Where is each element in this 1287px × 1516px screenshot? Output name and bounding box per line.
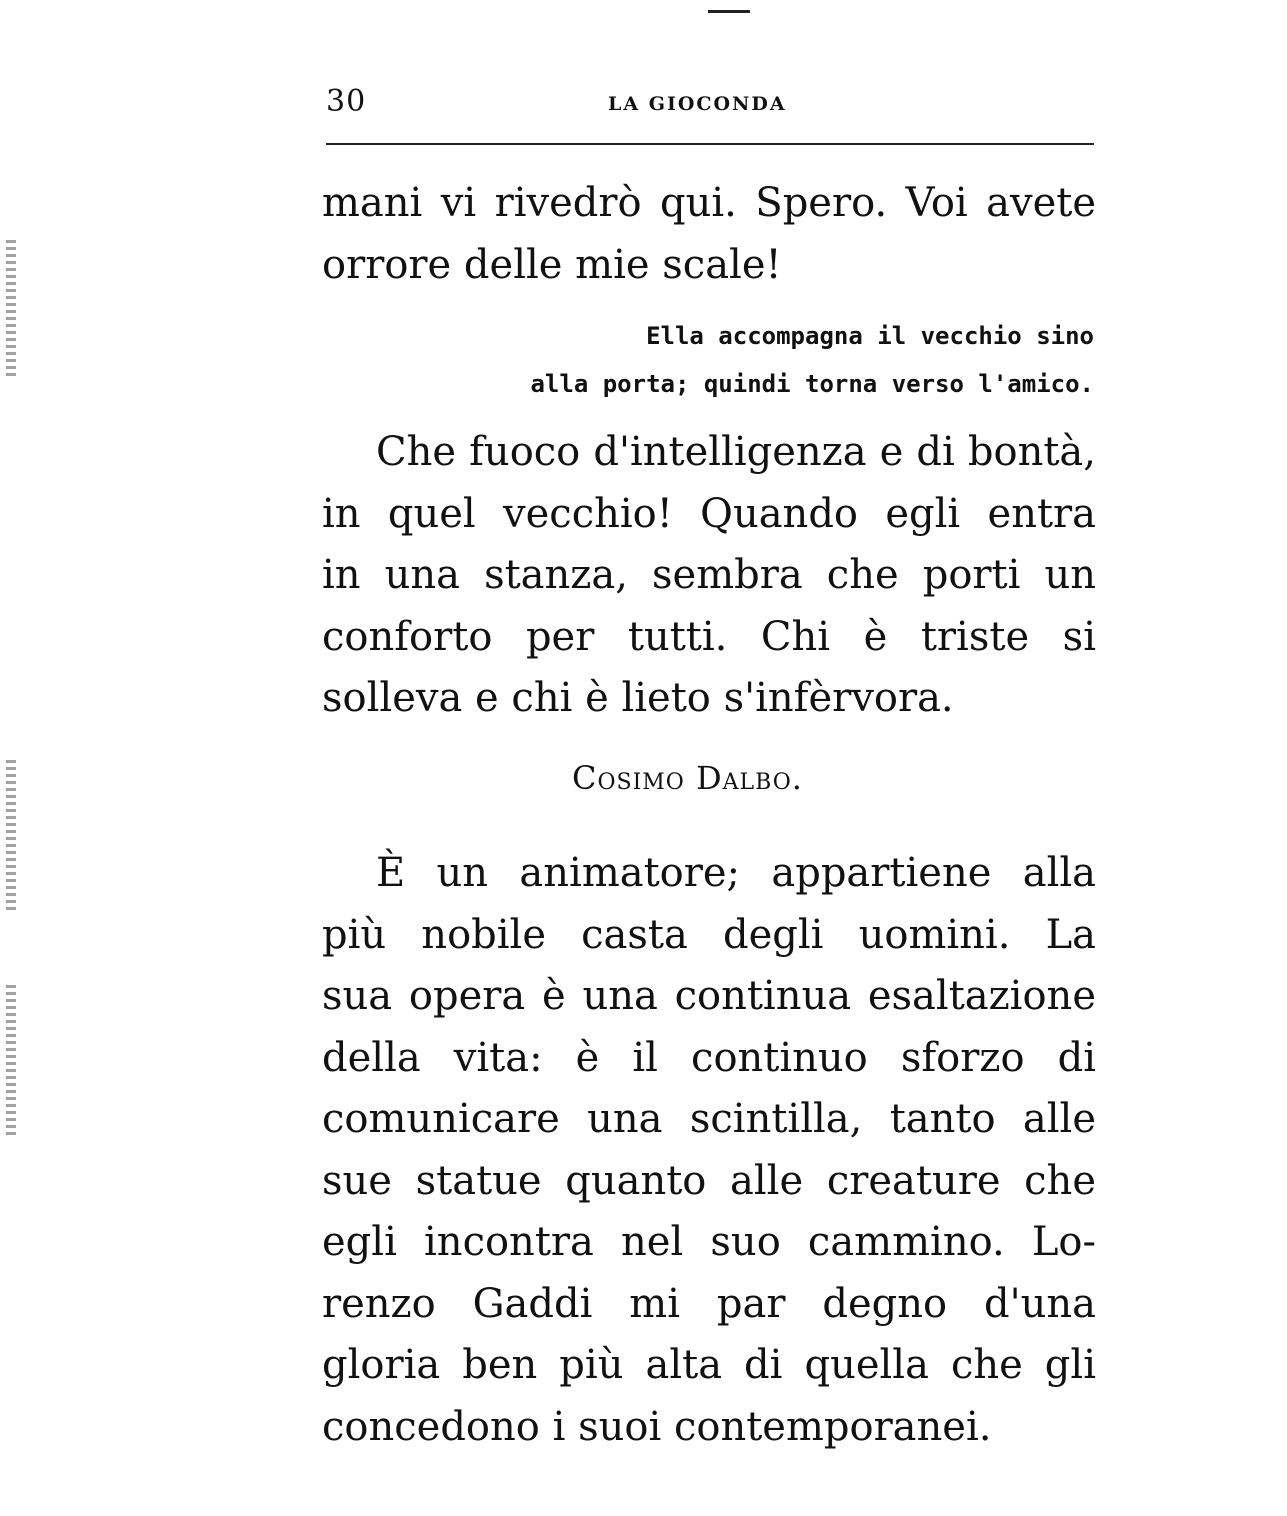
speaker-name: Cosimo Dalbo. bbox=[572, 759, 803, 797]
text-line: Che fuoco d'intelligenza e di bontà, bbox=[376, 429, 1096, 475]
header-rule bbox=[326, 143, 1094, 145]
text-line: in una stanza, sembra che porti un bbox=[322, 552, 1096, 598]
stage-direction-line: Ella accompagna il vecchio sino bbox=[646, 322, 1094, 350]
text-line: più nobile casta degli uomini. La bbox=[322, 911, 1096, 958]
paragraph-3 bbox=[322, 843, 1096, 1458]
text-line: gloria ben più alta di quella che gli bbox=[322, 1342, 1096, 1388]
text-line: egli incontra nel suo cammino. Lo- bbox=[322, 1219, 1096, 1265]
text-line: orrore delle mie scale! bbox=[322, 241, 782, 288]
text-line: comunicare una scintilla, tanto alle bbox=[322, 1096, 1096, 1142]
text-line: renzo Gaddi mi par degno d'una bbox=[322, 1280, 1096, 1327]
text-line: conforto per tutti. Chi è triste si bbox=[322, 613, 1096, 660]
text-line: mani vi rivedrò qui. Spero. Voi avete bbox=[322, 180, 1096, 226]
scan-margin-mark bbox=[6, 240, 16, 380]
page-header bbox=[326, 84, 1092, 124]
top-dash bbox=[708, 10, 750, 13]
paragraph-1 bbox=[322, 173, 1096, 296]
text-line: concedono i suoi contemporanei. bbox=[322, 1403, 992, 1450]
page-number: 30 bbox=[326, 84, 367, 119]
text-line: della vita: è il continuo sforzo di bbox=[322, 1034, 1096, 1081]
stage-direction bbox=[500, 312, 1094, 408]
scan-margin-mark bbox=[6, 985, 16, 1135]
text-line: sue statue quanto alle creature che bbox=[322, 1157, 1096, 1204]
text-line: in quel vecchio! Quando egli entra bbox=[322, 490, 1096, 537]
text-line: sua opera è una continua esaltazione bbox=[322, 973, 1096, 1019]
text-line: È un animatore; appartiene alla bbox=[376, 850, 1096, 896]
stage-direction-line: alla porta; quindi torna verso l'amico. bbox=[530, 370, 1094, 398]
scan-margin-mark bbox=[6, 760, 16, 910]
paragraph-2 bbox=[322, 422, 1096, 730]
running-title: LA GIOCONDA bbox=[608, 93, 787, 115]
text-line: solleva e chi è lieto s'infèrvora. bbox=[322, 675, 954, 721]
